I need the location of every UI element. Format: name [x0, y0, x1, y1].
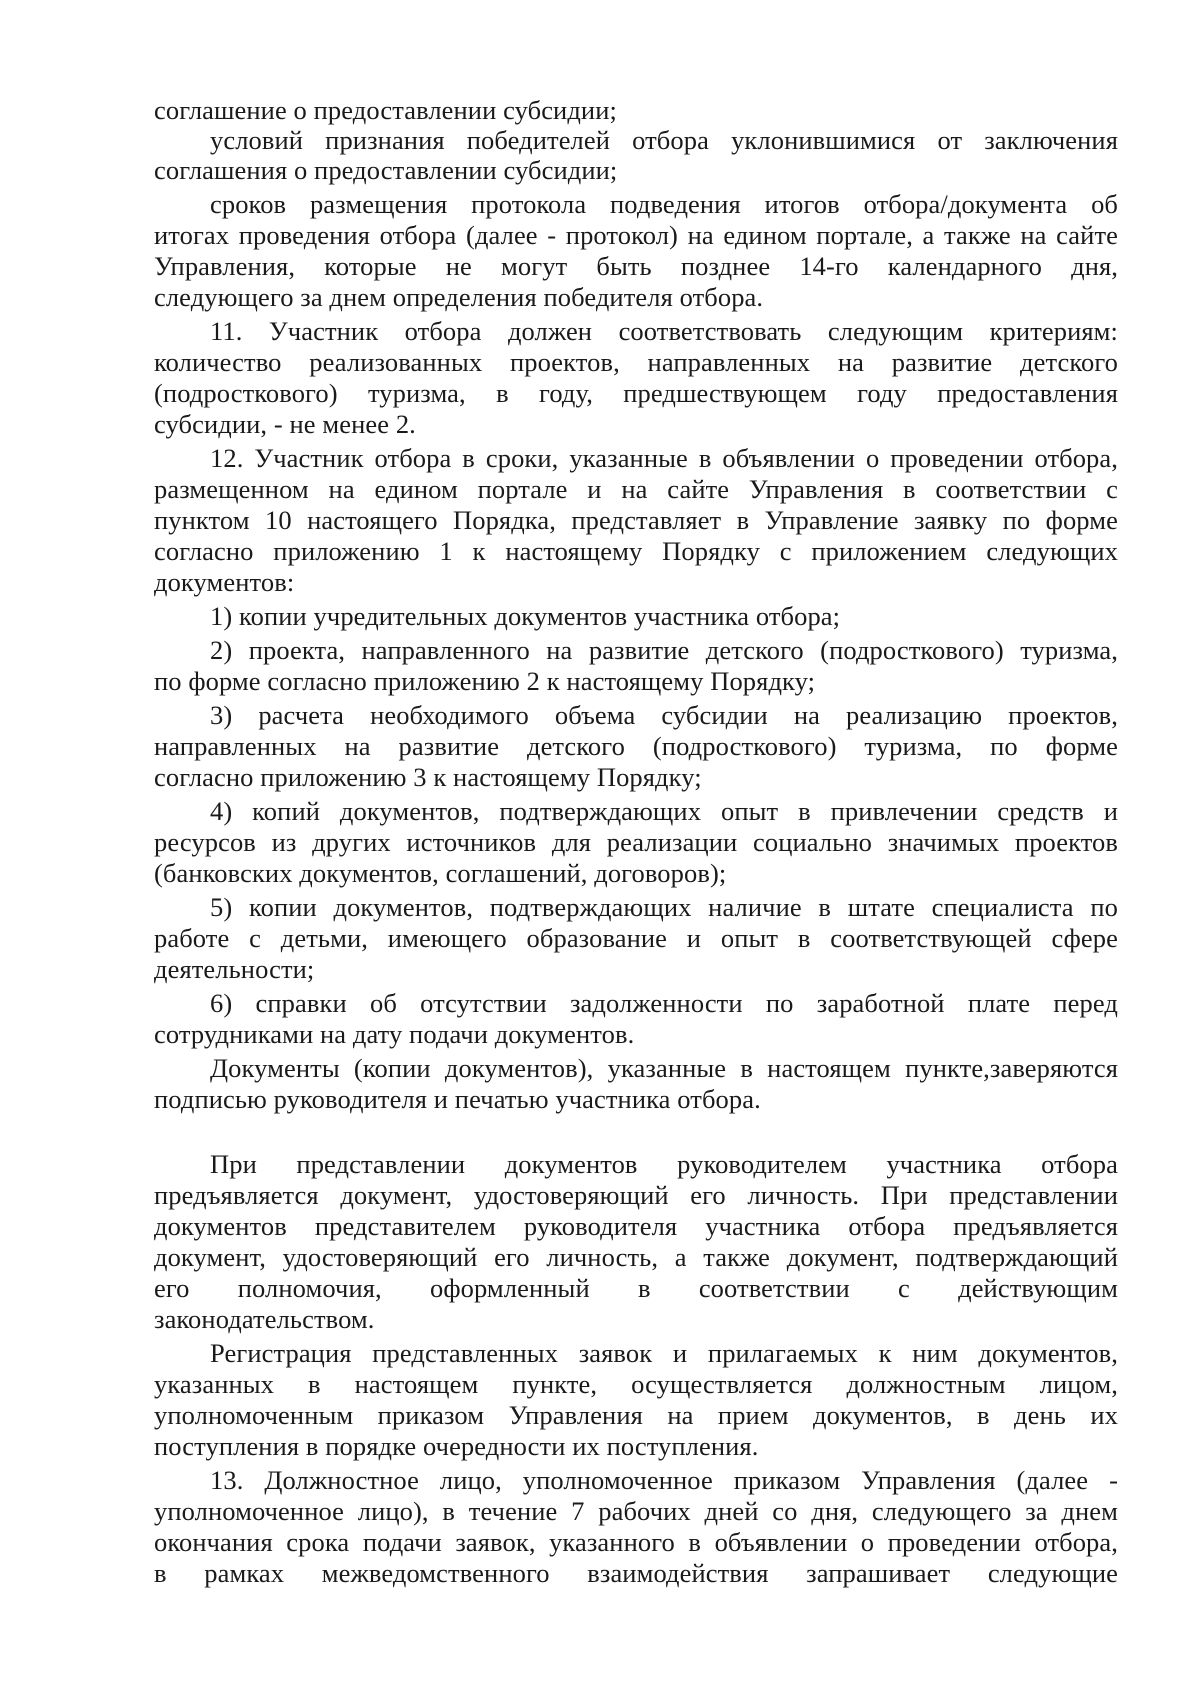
text-line: 3) расчета необходимого объема субсидии на реализацию проектов, — [210, 700, 1118, 730]
text-line: 5) копии документов, подтверждающих наличие в штате специалиста по — [210, 892, 1118, 922]
text-line: 2) проекта, направленного на развитие детского (подросткового) туризма, — [210, 635, 1118, 665]
text-line: (подросткового) туризма, в году, предшествующем году предоставления — [154, 378, 1118, 408]
text-line: субсидии, - не менее 2. — [154, 409, 416, 439]
text-line: уполномоченным приказом Управления на прием документов, в день их — [154, 1400, 1118, 1430]
text-line: условий признания победителей отбора уклонившимися от заключения — [210, 125, 1118, 155]
text-line: окончания срока подачи заявок, указанного в объявлении о проведении отбора, — [154, 1527, 1118, 1557]
text-line: законодательством. — [154, 1304, 375, 1334]
text-line: 1) копии учредительных документов участника отбора; — [210, 601, 841, 631]
text-line: 13. Должностное лицо, уполномоченное приказом Управления (далее - — [210, 1465, 1118, 1495]
text-line: направленных на развитие детского (подросткового) туризма, по форме — [154, 731, 1118, 761]
text-line: сотрудниками на дату подачи документов. — [154, 1019, 635, 1049]
text-line: согласно приложению 1 к настоящему Порядку с приложением следующих — [154, 536, 1118, 566]
text-line: количество реализованных проектов, направленных на развитие детского — [154, 347, 1118, 377]
text-line: документ, удостоверяющий его личность, а также документ, подтверждающий — [154, 1242, 1118, 1272]
text-line: работе с детьми, имеющего образование и опыт в соответствующей сфере — [154, 923, 1118, 953]
text-line: поступления в порядке очередности их поступления. — [154, 1431, 759, 1461]
text-line: (банковских документов, соглашений, договоров); — [154, 858, 727, 888]
text-line: 12. Участник отбора в сроки, указанные в объявлении о проведении отбора, — [210, 443, 1118, 473]
text-line: указанных в настоящем пункте, осуществляется должностным лицом, — [154, 1369, 1118, 1399]
text-line: предъявляется документ, удостоверяющий его личность. При представлении — [154, 1180, 1118, 1210]
text-line: 6) справки об отсутствии задолженности по заработной плате перед — [210, 988, 1118, 1018]
text-line: Документы (копии документов), указанные в настоящем пункте,заверяются — [210, 1053, 1118, 1083]
text-line: При представлении документов руководителем участника отбора — [210, 1149, 1118, 1179]
text-line: ресурсов из других источников для реализации социально значимых проектов — [154, 827, 1118, 857]
text-line: следующего за днем определения победителя отбора. — [154, 282, 764, 312]
text-line: деятельности; — [154, 954, 315, 984]
text-line: уполномоченное лицо), в течение 7 рабочих дней со дня, следующего за днем — [154, 1496, 1118, 1526]
text-line: согласно приложению 3 к настоящему Порядку; — [154, 762, 702, 792]
text-line: в рамках межведомственного взаимодействия запрашивает следующие — [154, 1558, 1118, 1588]
text-line: подписью руководителя и печатью участника отбора. — [154, 1084, 761, 1114]
text-line: его полномочия, оформленный в соответствии с действующим — [154, 1273, 1118, 1303]
text-line: сроков размещения протокола подведения итогов отбора/документа об — [210, 189, 1118, 219]
text-line: соглашение о предоставлении субсидии; — [154, 95, 617, 125]
text-line: Регистрация представленных заявок и прилагаемых к ним документов, — [210, 1338, 1118, 1368]
text-line: Управления, которые не могут быть позднее 14-го календарного дня, — [154, 251, 1118, 281]
text-line: документов: — [154, 567, 295, 597]
text-line: пунктом 10 настоящего Порядка, представляет в Управление заявку по форме — [154, 505, 1118, 535]
text-line: документов представителем руководителя участника отбора предъявляется — [154, 1211, 1118, 1241]
text-line: размещенном на едином портале и на сайте Управления в соответствии с — [154, 474, 1118, 504]
text-line: итогах проведения отбора (далее - протокол) на едином портале, а также на сайте — [154, 220, 1118, 250]
text-line: соглашения о предоставлении субсидии; — [154, 155, 618, 185]
text-line: 4) копий документов, подтверждающих опыт в привлечении средств и — [210, 796, 1118, 826]
text-line: 11. Участник отбора должен соответствовать следующим критериям: — [210, 316, 1118, 346]
text-line: по форме согласно приложению 2 к настоящему Порядку; — [154, 666, 816, 696]
